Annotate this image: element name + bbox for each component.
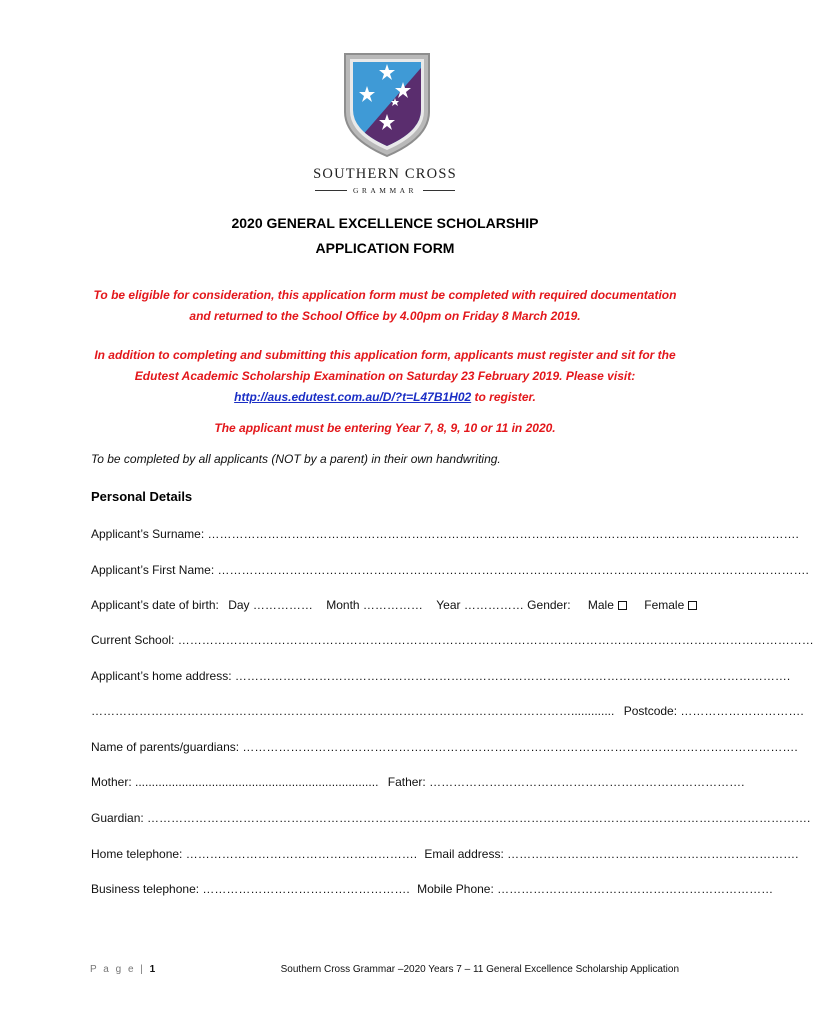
dob-month-field[interactable]: Month ……………: [326, 598, 423, 612]
edutest-note-line1: In addition to completing and submitting this application form, applicants must register and sit for the: [94, 348, 676, 362]
page-label: P a g e |: [90, 964, 145, 975]
dob-gender-row: [91, 597, 685, 613]
dob-day-field[interactable]: Day ……………: [228, 598, 313, 612]
mobile-phone-field[interactable]: Mobile Phone: ……………………………………………………………: [417, 882, 774, 896]
surname-field[interactable]: Applicant’s Surname: ………………………………………………………………………………………………………………………………….: [91, 527, 799, 541]
divider: [423, 190, 455, 191]
edutest-note: [80, 345, 690, 408]
dob-label: Applicant’s date of birth:: [91, 598, 219, 612]
school-name: SOUTHERN CROSS: [313, 166, 457, 182]
page-number-value: 1: [149, 964, 156, 975]
gender-male-checkbox[interactable]: [618, 601, 627, 610]
mother-field[interactable]: Mother: .........................................................................: [91, 775, 379, 789]
phone-email-row: [91, 846, 799, 862]
dob-year-field[interactable]: Year …………… Gender:: [436, 598, 571, 612]
address-line2-field[interactable]: ………………………………………………………………………………………………………….............: [91, 704, 615, 718]
divider: [315, 190, 347, 191]
edutest-note-line2: Edutest Academic Scholarship Examination on Saturday 23 February 2019. Please visit:: [134, 369, 636, 383]
handwriting-instruction: To be completed by all applicants (NOT by a parent) in their own handwriting.: [91, 452, 501, 466]
edutest-link[interactable]: http://aus.edutest.com.au/D/?t=L47B1H02: [234, 390, 472, 404]
current-school-field[interactable]: Current School: ……………………………………………………………………………………………………………………………………………: [91, 633, 814, 647]
school-subtitle-text: GRAMMAR: [352, 185, 418, 195]
eligibility-note: [80, 285, 690, 327]
year-requirement-note: The applicant must be entering Year 7, 8, 9, 10 or 11 in 2020.: [214, 421, 556, 435]
email-field[interactable]: Email address: ……………………………………………………………….: [424, 847, 799, 861]
eligibility-note-line2: and returned to the School Office by 4.00pm on Friday 8 March 2019.: [189, 309, 581, 323]
edutest-link-line: [80, 387, 690, 408]
business-telephone-field[interactable]: Business telephone: …………………………………………….: [91, 882, 410, 896]
gender-female-checkbox[interactable]: [688, 601, 697, 610]
form-title-line2: APPLICATION FORM: [315, 240, 455, 256]
business-mobile-row: [91, 881, 774, 897]
guardian-field[interactable]: Guardian: ………………………………………………………………………………………………………………………………………………….: [91, 811, 811, 825]
footer-title: Southern Cross Grammar –2020 Years 7 – 11 General Excellence Scholarship Application: [280, 964, 679, 975]
first-name-field[interactable]: Applicant’s First Name: ………………………………………………………………………………………………………………………………….: [91, 563, 809, 577]
school-subtitle: [315, 184, 455, 196]
section-title-personal-details: Personal Details: [91, 489, 193, 504]
address-postcode-row: [91, 703, 804, 719]
parents-guardians-field[interactable]: Name of parents/guardians: ………………………………………………………………………………………………………………………….: [91, 740, 798, 754]
gender-female-label: Female: [644, 598, 685, 612]
eligibility-note-line1: To be eligible for consideration, this application form must be completed with required documentation: [93, 288, 677, 302]
form-title-line1: 2020 GENERAL EXCELLENCE SCHOLARSHIP: [231, 215, 539, 231]
edutest-link-suffix: to register.: [471, 390, 536, 404]
school-crest-logo: [341, 50, 433, 160]
mother-father-row: [91, 774, 745, 790]
gender-male-label: Male: [587, 598, 614, 612]
postcode-field[interactable]: Postcode: ………………………….: [623, 704, 804, 718]
home-telephone-field[interactable]: Home telephone: ………………………………………………….: [91, 847, 418, 861]
father-field[interactable]: Father: …………………………………………………………………….: [387, 775, 745, 789]
home-address-field[interactable]: Applicant’s home address: ………………………………………………………………………………………………………………………….: [91, 669, 791, 683]
page-number: [90, 964, 155, 975]
